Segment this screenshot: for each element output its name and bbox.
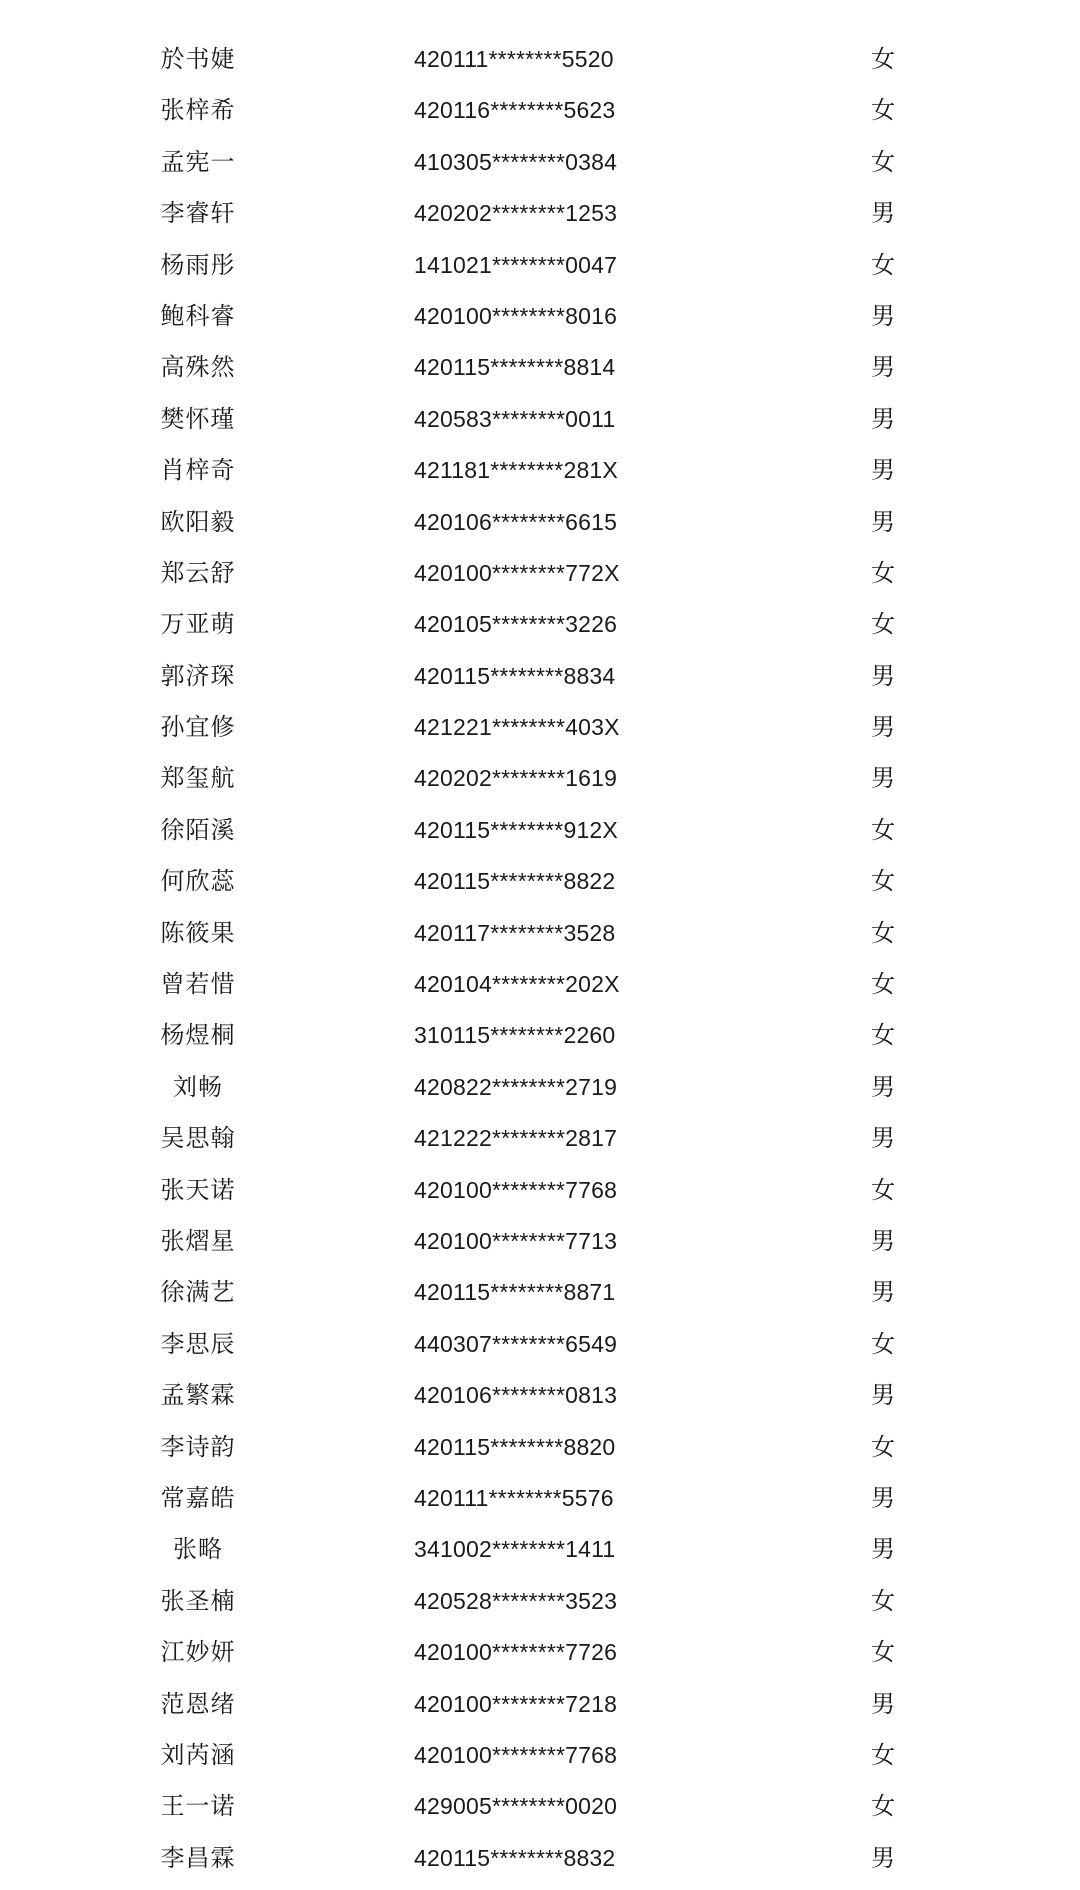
student-name: 郑玺航 bbox=[160, 764, 236, 793]
roster-row bbox=[0, 805, 1080, 856]
roster-row bbox=[0, 1113, 1080, 1164]
id-number: 440307********6549 bbox=[414, 1330, 618, 1357]
id-number: 420116********5623 bbox=[414, 97, 616, 124]
roster-row bbox=[0, 702, 1080, 753]
id-number: 420100********7768 bbox=[414, 1741, 618, 1768]
student-name: 杨雨彤 bbox=[160, 250, 236, 279]
roster-row bbox=[0, 188, 1080, 239]
id-number: 420111********5576 bbox=[414, 1484, 614, 1511]
student-name: 张天诺 bbox=[160, 1175, 236, 1204]
gender: 男 bbox=[871, 1483, 895, 1512]
id-number: 420100********7713 bbox=[414, 1227, 618, 1254]
id-number: 420111********5520 bbox=[414, 46, 614, 72]
id-number: 420822********2719 bbox=[414, 1073, 618, 1100]
student-name: 万亚萌 bbox=[160, 610, 236, 639]
roster-row bbox=[0, 394, 1080, 445]
id-number: 420115********8834 bbox=[414, 662, 616, 689]
roster-row bbox=[0, 34, 1080, 85]
roster-row bbox=[0, 137, 1080, 188]
roster-row bbox=[0, 1473, 1080, 1524]
gender: 男 bbox=[871, 713, 895, 742]
student-name: 王一诺 bbox=[160, 1792, 236, 1821]
roster-row bbox=[0, 1833, 1080, 1884]
roster-row bbox=[0, 1524, 1080, 1575]
id-number: 410305********0384 bbox=[414, 148, 618, 175]
id-number: 420115********8820 bbox=[414, 1433, 616, 1460]
gender: 女 bbox=[871, 1740, 895, 1769]
gender: 女 bbox=[871, 610, 895, 639]
roster-row bbox=[0, 445, 1080, 496]
roster-row bbox=[0, 548, 1080, 599]
student-name: 李思辰 bbox=[160, 1329, 236, 1358]
id-number: 420100********772X bbox=[414, 559, 620, 586]
gender: 男 bbox=[871, 1278, 895, 1307]
id-number: 420106********0813 bbox=[414, 1382, 618, 1409]
roster-row bbox=[0, 1165, 1080, 1216]
student-name: 张圣楠 bbox=[160, 1586, 236, 1615]
roster-row bbox=[0, 753, 1080, 804]
gender: 男 bbox=[871, 1226, 895, 1255]
roster-row bbox=[0, 1216, 1080, 1267]
student-name: 鲍科睿 bbox=[160, 301, 236, 330]
student-name: 樊怀瑾 bbox=[160, 404, 236, 433]
id-number: 420100********7218 bbox=[414, 1690, 618, 1717]
gender: 女 bbox=[871, 1329, 895, 1358]
student-name: 孙宜修 bbox=[160, 713, 236, 742]
gender: 男 bbox=[871, 507, 895, 536]
gender: 女 bbox=[871, 815, 895, 844]
roster-row bbox=[0, 1370, 1080, 1421]
roster-row bbox=[0, 1679, 1080, 1730]
gender: 女 bbox=[871, 96, 895, 125]
gender: 女 bbox=[871, 558, 895, 587]
id-number: 420100********8016 bbox=[414, 302, 618, 329]
student-name: 吴思翰 bbox=[160, 1124, 236, 1153]
student-name: 於书婕 bbox=[160, 45, 236, 73]
gender: 女 bbox=[871, 1175, 895, 1204]
student-name: 孟宪一 bbox=[160, 147, 236, 176]
student-name: 郭济琛 bbox=[160, 661, 236, 690]
student-name: 范恩绪 bbox=[160, 1689, 236, 1718]
id-number: 421221********403X bbox=[414, 714, 620, 741]
id-number: 420100********7768 bbox=[414, 1176, 618, 1203]
gender: 女 bbox=[871, 970, 895, 999]
student-name: 江妙妍 bbox=[160, 1638, 236, 1667]
id-number: 429005********0020 bbox=[414, 1793, 618, 1820]
roster-row bbox=[0, 1730, 1080, 1781]
gender: 男 bbox=[871, 764, 895, 793]
id-number: 141021********0047 bbox=[414, 251, 618, 278]
id-number: 420202********1619 bbox=[414, 765, 618, 792]
roster-row bbox=[0, 1062, 1080, 1113]
id-number: 420106********6615 bbox=[414, 508, 618, 535]
student-name: 徐满艺 bbox=[160, 1278, 236, 1307]
id-number: 421222********2817 bbox=[414, 1125, 618, 1152]
student-name: 郑云舒 bbox=[160, 558, 236, 587]
id-number: 420115********912X bbox=[414, 816, 618, 843]
roster-row bbox=[0, 599, 1080, 650]
student-name: 高殊然 bbox=[160, 353, 236, 382]
gender: 女 bbox=[871, 1792, 895, 1821]
gender: 男 bbox=[871, 1072, 895, 1101]
id-number: 420583********0011 bbox=[414, 405, 616, 432]
id-number: 420202********1253 bbox=[414, 200, 618, 227]
student-name: 曾若惜 bbox=[160, 970, 236, 999]
student-name: 何欣蕊 bbox=[160, 867, 236, 896]
id-number: 420115********8822 bbox=[414, 868, 616, 895]
id-number: 341002********1411 bbox=[414, 1536, 616, 1563]
gender: 男 bbox=[871, 404, 895, 433]
student-name: 张略 bbox=[173, 1535, 223, 1564]
gender: 男 bbox=[871, 661, 895, 690]
id-number: 420104********202X bbox=[414, 971, 620, 998]
roster-row bbox=[0, 1010, 1080, 1061]
gender: 女 bbox=[871, 1432, 895, 1461]
student-name: 李昌霖 bbox=[160, 1843, 236, 1872]
student-name: 肖梓奇 bbox=[160, 456, 236, 485]
student-name: 常嘉皓 bbox=[160, 1483, 236, 1512]
id-number: 420100********7726 bbox=[414, 1639, 618, 1666]
gender: 男 bbox=[871, 1381, 895, 1410]
student-name: 孟繁霖 bbox=[160, 1381, 236, 1410]
student-name: 杨煜桐 bbox=[160, 1021, 236, 1050]
gender: 男 bbox=[871, 456, 895, 485]
gender: 女 bbox=[871, 918, 895, 947]
gender: 女 bbox=[871, 1021, 895, 1050]
gender: 男 bbox=[871, 353, 895, 382]
roster-row bbox=[0, 497, 1080, 548]
roster-row bbox=[0, 651, 1080, 702]
student-name: 刘畅 bbox=[173, 1072, 223, 1101]
student-name: 徐陌溪 bbox=[160, 815, 236, 844]
student-name: 陈筱果 bbox=[160, 918, 236, 947]
gender: 男 bbox=[871, 1124, 895, 1153]
student-name: 张梓希 bbox=[160, 96, 236, 125]
id-number: 420117********3528 bbox=[414, 919, 616, 946]
roster-row bbox=[0, 291, 1080, 342]
gender: 女 bbox=[871, 867, 895, 896]
gender: 女 bbox=[871, 147, 895, 176]
roster-row bbox=[0, 1319, 1080, 1370]
id-number: 420115********8814 bbox=[414, 354, 616, 381]
student-name: 张熠星 bbox=[160, 1226, 236, 1255]
gender: 女 bbox=[871, 1586, 895, 1615]
roster-row bbox=[0, 342, 1080, 393]
gender: 男 bbox=[871, 301, 895, 330]
id-number: 421181********281X bbox=[414, 457, 618, 484]
roster-row bbox=[0, 1422, 1080, 1473]
gender: 男 bbox=[871, 1535, 895, 1564]
gender: 男 bbox=[871, 1843, 895, 1872]
id-number: 420115********8832 bbox=[414, 1844, 616, 1871]
roster-row bbox=[0, 1781, 1080, 1832]
gender: 女 bbox=[871, 45, 895, 73]
roster-list bbox=[0, 34, 1080, 1884]
student-name: 李睿轩 bbox=[160, 199, 236, 228]
roster-row bbox=[0, 85, 1080, 136]
id-number: 420528********3523 bbox=[414, 1587, 618, 1614]
roster-row bbox=[0, 1267, 1080, 1318]
roster-row bbox=[0, 1627, 1080, 1678]
gender: 女 bbox=[871, 250, 895, 279]
roster-row bbox=[0, 908, 1080, 959]
roster-row bbox=[0, 240, 1080, 291]
roster-row bbox=[0, 856, 1080, 907]
id-number: 310115********2260 bbox=[414, 1022, 616, 1049]
gender: 男 bbox=[871, 199, 895, 228]
student-name: 李诗韵 bbox=[160, 1432, 236, 1461]
id-number: 420115********8871 bbox=[414, 1279, 616, 1306]
student-name: 欧阳毅 bbox=[160, 507, 236, 536]
roster-row bbox=[0, 959, 1080, 1010]
gender: 女 bbox=[871, 1638, 895, 1667]
roster-row bbox=[0, 1576, 1080, 1627]
id-number: 420105********3226 bbox=[414, 611, 618, 638]
gender: 男 bbox=[871, 1689, 895, 1718]
student-name: 刘芮涵 bbox=[160, 1740, 236, 1769]
